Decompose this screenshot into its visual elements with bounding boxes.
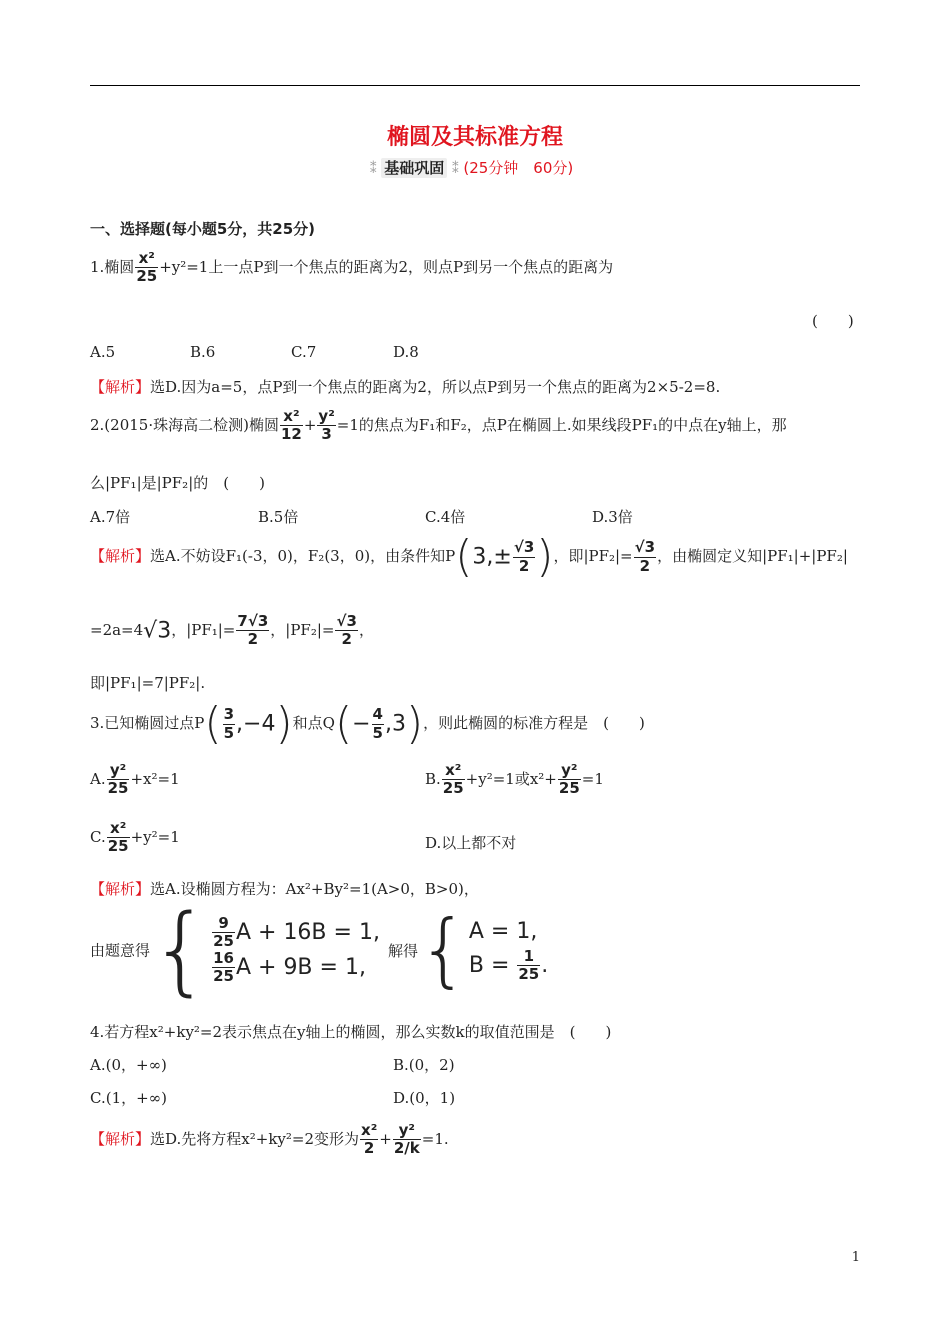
q3-sys2-frac — [212, 950, 235, 986]
q3-analysis-tag: 【解析】 — [90, 880, 151, 898]
q3-q-y: ,3 — [384, 711, 406, 737]
q2-frac-sqrt — [513, 539, 535, 575]
q3-q-paren-open: ( — [334, 698, 353, 749]
q3-sol1: A = 1, — [468, 918, 538, 944]
section-heading: 一、选择题(每小题5分，共25分) — [90, 220, 316, 238]
q3-sys1-rest: A + 16B = 1, — [235, 919, 380, 945]
q2-frac1-num: x² — [280, 408, 303, 426]
q3-optC-rest: +y²=1 — [130, 827, 180, 846]
time-note: (25分钟 60分) — [463, 159, 574, 177]
q2-frac2-den: 3 — [321, 425, 332, 444]
q2-stem — [90, 408, 787, 444]
q2-sqrt3: √3 — [143, 618, 172, 644]
q1-blank: ( ) — [812, 312, 854, 330]
q4-frac1-num: x² — [361, 1121, 378, 1139]
badge-deco-right: ⁑ — [452, 162, 459, 177]
badge-line — [370, 157, 573, 178]
q3-sol2-frac — [517, 948, 540, 984]
badge-deco-left: ⁑ — [370, 162, 377, 177]
q4-stem: 4.若方程x²+ky²=2表示焦点在y轴上的椭圆，那么实数k的取值范围是 ( ) — [90, 1023, 612, 1041]
q2-analysis — [90, 531, 848, 582]
q3-optB-num2: y² — [558, 762, 581, 780]
q4-analysis — [90, 1122, 449, 1158]
q2-plus: + — [303, 415, 317, 434]
q3-optC-num: x² — [107, 820, 130, 838]
q3-sys1-frac — [212, 915, 235, 951]
q3-sys-eq1 — [211, 915, 380, 951]
section-badge: 基础巩固 — [381, 158, 447, 178]
q4-frac1 — [360, 1122, 378, 1158]
q2-frac-7sqrt3-num: 7√3 — [237, 612, 269, 630]
q2-frac-sqrt-num: √3 — [513, 538, 535, 557]
q2-frac2 — [317, 408, 335, 444]
q1-option-d: D.8 — [393, 343, 419, 361]
q3-stem — [90, 698, 645, 749]
q2-stem-line2: 么|PF₁|是|PF₂|的 ( ) — [90, 474, 265, 492]
q3-sys2-num: 16 — [213, 949, 234, 967]
q3-sys1-den: 25 — [213, 931, 234, 950]
q2-prefix: 2.(2015·珠海高二检测)椭圆 — [90, 415, 279, 434]
q3-optA-den: 25 — [107, 779, 129, 798]
q3-sol2 — [469, 948, 548, 984]
q3-rest: ，则此椭圆的标准方程是 ( ) — [423, 714, 645, 732]
q3-optC-label: C. — [90, 827, 106, 846]
q2-frac1 — [280, 408, 303, 444]
q2-analysis-a: 选A.不妨设F₁(-3，0)，F₂(3，0)，由条件知P — [150, 547, 456, 565]
q3-optB-label: B. — [425, 769, 441, 788]
q3-optB-den: 25 — [442, 779, 464, 798]
q3-optA-frac — [107, 762, 130, 798]
q2-option-b: B.5倍 — [258, 508, 299, 526]
q3-sys-equations — [211, 915, 380, 986]
q4-analysis-text: 选D.先将方程x²+ky²=2变形为 — [150, 1129, 360, 1148]
q2-analysis-tag: 【解析】 — [90, 547, 151, 565]
q1-rest: +y²=1上一点P到一个焦点的距离为2，则点P到另一个焦点的距离为 — [159, 257, 614, 276]
q3-p-num: 3 — [223, 705, 235, 724]
q3-sol2-end: . — [541, 952, 549, 978]
q3-solution — [469, 917, 548, 983]
q3-q-paren-close: ) — [405, 698, 424, 749]
page-number: 1 — [851, 1250, 860, 1265]
q3-mid: 和点Q — [292, 714, 335, 732]
q2-frac-pf2-num: √3 — [634, 538, 656, 557]
q2-line2-a: =2a=4 — [90, 620, 144, 639]
q2-frac-pf2 — [634, 539, 656, 575]
q2-frac2-num: y² — [318, 407, 335, 425]
q2-frac-pf2b — [335, 613, 357, 649]
q2-option-d: D.3倍 — [592, 508, 633, 526]
q3-option-d: D.以上都不对 — [425, 834, 517, 852]
q4-frac2-den: 2/k — [393, 1139, 420, 1158]
q1-analysis — [90, 376, 720, 397]
q1-stem — [90, 250, 613, 286]
q3-option-c — [90, 820, 180, 856]
q3-p-paren-close: ) — [275, 698, 293, 749]
q2-frac-7sqrt3-den: 2 — [247, 630, 259, 649]
q2-analysis-line2 — [90, 613, 374, 649]
q3-system — [90, 894, 549, 1006]
q3-brace-2: { — [417, 903, 469, 996]
q2-option-c: C.4倍 — [425, 508, 466, 526]
q3-q-frac — [372, 706, 384, 742]
q1-option-c: C.7 — [291, 343, 317, 361]
q2-paren-open: ( — [455, 531, 473, 582]
q3-optA-num: y² — [107, 762, 130, 780]
q2-line2-b: ，|PF₁|= — [171, 620, 236, 639]
q2-frac-7sqrt3 — [236, 613, 269, 649]
q3-q-den: 5 — [372, 723, 383, 742]
q3-optB-mid: +y²=1或x²+ — [465, 769, 557, 788]
q3-sol2-a: B = — [468, 952, 517, 978]
q3-optB-num: x² — [442, 762, 465, 780]
q2-rest: =1的焦点为F₁和F₂，点P在椭圆上.如果线段PF₁的中点在y轴上，那 — [336, 415, 787, 434]
q1-frac-num: x² — [135, 250, 158, 268]
q4-option-a: A.(0，+∞) — [90, 1056, 167, 1074]
q3-sys-prefix: 由题意得 — [90, 941, 151, 960]
q3-brace-1: { — [150, 894, 212, 1006]
q3-sol2-den: 25 — [518, 964, 540, 983]
q2-frac-pf2-den: 2 — [639, 556, 651, 575]
q1-frac-den: 25 — [136, 267, 158, 286]
q2-analysis-line3: 即|PF₁|=7|PF₂|. — [90, 674, 206, 692]
q3-sol2-num: 1 — [517, 948, 540, 966]
q2-line2-d: ， — [358, 620, 374, 639]
q2-frac-pf2b-den: 2 — [341, 630, 352, 649]
q4-frac1-den: 2 — [363, 1139, 375, 1158]
q1-option-a: A.5 — [90, 343, 116, 361]
q2-analysis-c: ，由椭圆定义知|PF₁|+|PF₂| — [657, 547, 848, 565]
q3-prefix: 3.已知椭圆过点P — [90, 714, 205, 732]
q4-frac2 — [393, 1122, 421, 1158]
q1-analysis-text: 选D.因为a=5，点P到一个焦点的距离为2，所以点P到另一个焦点的距离为2×5-2=8. — [150, 378, 721, 396]
q4-plus: + — [379, 1129, 392, 1148]
q3-p-frac — [223, 706, 235, 742]
q3-option-a — [90, 762, 180, 798]
q3-optC-frac — [107, 820, 130, 856]
q2-paren-close: ) — [536, 531, 554, 582]
q3-optB-den2: 25 — [558, 779, 580, 798]
q3-analysis-text: 选A.设椭圆方程为：Ax²+By²=1(A>0，B>0)， — [150, 880, 479, 898]
q1-fraction — [135, 250, 158, 286]
q3-optA-label: A. — [90, 769, 106, 788]
q2-frac-pf2b-num: √3 — [336, 612, 357, 630]
q4-option-c: C.(1，+∞) — [90, 1089, 168, 1107]
q4-option-b: B.(0，2) — [393, 1056, 455, 1074]
q3-analysis — [90, 878, 479, 899]
q1-prefix: 1.椭圆 — [90, 257, 135, 276]
q3-sys-eq2 — [211, 950, 380, 986]
q3-optB-frac2 — [558, 762, 581, 798]
q3-p-den: 5 — [223, 723, 235, 742]
header-rule — [90, 85, 860, 86]
q2-line2-c: ，|PF₂|= — [270, 620, 335, 639]
q3-optB-rest: =1 — [581, 769, 604, 788]
q1-option-b: B.6 — [190, 343, 216, 361]
q1-analysis-tag: 【解析】 — [90, 378, 151, 396]
q2-option-a: A.7倍 — [90, 508, 131, 526]
q3-sys1-num: 9 — [212, 915, 235, 933]
q4-end: =1. — [421, 1129, 449, 1148]
q4-analysis-tag: 【解析】 — [90, 1129, 151, 1148]
q4-frac2-num: y² — [393, 1122, 421, 1140]
q3-p-paren-open: ( — [204, 698, 222, 749]
q4-option-d: D.(0，1) — [393, 1089, 456, 1107]
q2-pm: ± — [493, 544, 512, 570]
q3-p-y: ,−4 — [236, 711, 276, 737]
page-title: 椭圆及其标准方程 — [386, 125, 563, 150]
q3-sys2-den: 25 — [213, 967, 234, 986]
q3-option-b — [425, 762, 604, 798]
q3-solve: 解得 — [387, 941, 418, 960]
q2-analysis-b: ，即|PF₂|= — [553, 547, 633, 565]
q3-optB-frac1 — [442, 762, 465, 798]
q2-frac-sqrt-den: 2 — [518, 556, 530, 575]
q3-q-num: 4 — [372, 705, 383, 724]
q3-sys2-rest: A + 9B = 1, — [235, 954, 366, 980]
q3-optC-den: 25 — [107, 837, 129, 856]
q2-frac1-den: 12 — [280, 425, 302, 444]
q3-q-minus: − — [352, 711, 371, 737]
q3-optA-rest: +x²=1 — [130, 769, 180, 788]
q2-point-x: 3, — [472, 544, 494, 570]
